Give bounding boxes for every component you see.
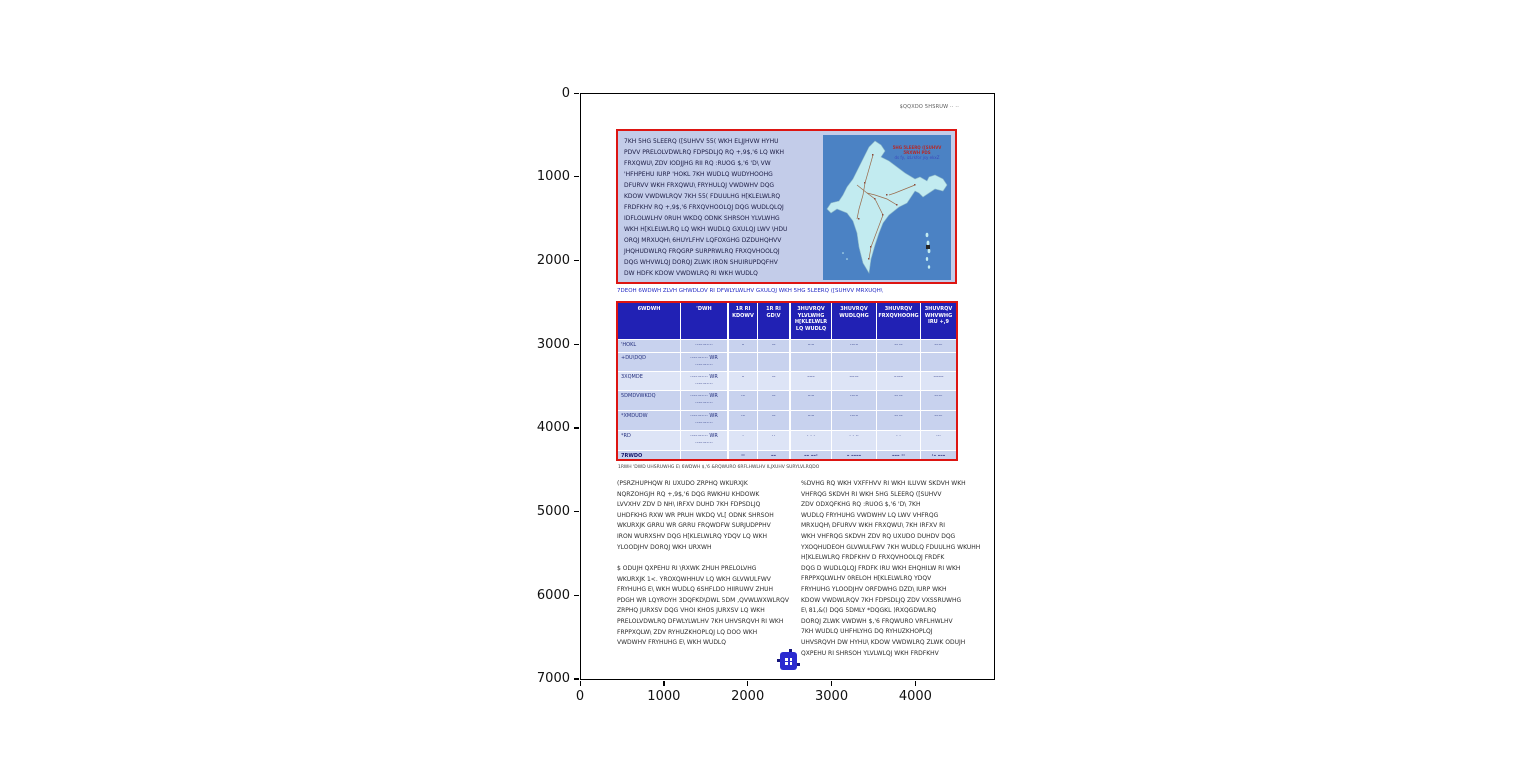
header-line: LQ WUDLQ <box>795 325 827 332</box>
x-tick-label: 2000 <box>731 689 765 704</box>
table-row <box>618 410 956 430</box>
text-line: MRXUQH\ DFURVV WKH FRXQWU\ 7KH IRFXV RI <box>801 522 946 530</box>
text-line: IRON WURXSHV DQG H[KLELWLRQ YDQV LQ WKH <box>617 532 768 540</box>
header-line: 3HUVRQV <box>884 306 913 312</box>
text-line: (PSRZHUPHQW RI UXUDO ZRPHQ WKURXJK <box>617 480 748 487</box>
table-cell: –·–· <box>934 393 943 399</box>
text-line: LVVXHV ZDV D NH\ IRFXV DUHD 7KH FDPSDLJQ <box>617 501 761 509</box>
table-cell <box>681 451 729 461</box>
table-cell: ·–·– <box>832 391 877 410</box>
table-cell: ·– <box>758 391 791 410</box>
table-cell: ·– <box>729 391 758 410</box>
table-cell: –·–· <box>934 342 943 348</box>
date-line: ··–··–···· WR <box>690 413 718 419</box>
badge-dot <box>785 662 788 665</box>
table-cell <box>729 303 758 339</box>
intro-paragraph <box>624 136 822 279</box>
text-line: DORQJ ZLWK VWDWH $,'6 FRQWURO VRFLHWLHV <box>801 617 953 625</box>
y-tick-label: 2000 <box>536 252 570 268</box>
table-cell: +DU\DQD <box>618 353 681 371</box>
x-tick-label: 0 <box>575 689 585 704</box>
text-line: PDGH WR LQYROYH 3DQFKD\DWL 5DM ,QVWLWXWLRQV <box>617 596 789 604</box>
table-cell <box>877 353 921 371</box>
header-line: 6WDWH <box>637 306 661 312</box>
y-tick-mark <box>574 595 579 596</box>
header-line: 3HUVRQV <box>840 306 868 312</box>
page-number-badge <box>780 652 797 670</box>
table-cell: ––– <box>791 372 832 390</box>
header-line: IRU +,9 <box>927 319 950 325</box>
y-tick-label: 5000 <box>536 504 570 520</box>
page-header-text: $QQXDO 5HSRUW ·· ·· <box>899 104 959 110</box>
table-cell <box>791 353 832 371</box>
text-line: FRXQWU\ ZDV IODJJHG RII RQ :RUOG $,'6 'D\ VW <box>624 160 771 167</box>
table-cell: –– ––· <box>791 451 832 461</box>
table-cell: – –––– <box>832 451 877 461</box>
map-legend-marker <box>926 245 930 249</box>
text-line: ZDV ODXQFKHG RQ :RUOG $,'6 'D\ 7KH <box>801 501 921 509</box>
text-line: WKURXJK GRRU WR GRRU FRQWDFW SURJUDPPHV <box>617 522 771 530</box>
y-tick-mark <box>574 260 579 261</box>
text-line: IDFLOLWLHV 0RUH WKDQ ODNK SHRSOH YLVLWHG <box>624 215 780 222</box>
y-tick-mark <box>574 427 579 428</box>
text-line: WUDLQ FRYHUHG VWDWHV LQ LWV VHFRQG <box>801 511 939 519</box>
body-right-column <box>801 479 981 659</box>
text-line: FRPPXQLW\ ZDV RYHUZKHOPLQJ LQ DOO WKH <box>617 628 758 636</box>
text-line: 7KH 5HG 5LEERQ ([SUHVV 55( WKH ELJJHVW HYHU <box>624 138 779 145</box>
table-caption: 7DEOH 6WDWH ZLVH GHWDLOV RI DFWLYLWLHV GXULQJ WKH 5HG 5LEERQ ([SUHVV MRXUQH\ <box>617 288 883 294</box>
x-tick-mark <box>831 681 832 686</box>
badge-dot <box>790 658 793 661</box>
y-tick-mark <box>574 678 579 679</box>
table-cell: ––·– <box>832 372 877 390</box>
table-row <box>618 352 956 371</box>
table-cell: –·– <box>791 340 832 352</box>
header-line: FRXQVHOOHG <box>878 312 919 319</box>
text-line: KDOW VWDWLRQV 7KH 55( FDUULHG H[KLELWLRQ <box>624 193 781 200</box>
date-line: ··–··–···· <box>695 420 713 426</box>
y-tick-label: 7000 <box>536 671 570 687</box>
rre-activity-table <box>616 301 958 461</box>
header-line: KDOWV <box>732 312 754 319</box>
table-cell: – <box>729 340 758 352</box>
y-tick-mark <box>574 344 579 345</box>
table-cell: 'HOKL <box>618 340 681 352</box>
x-tick-label: 4000 <box>898 689 932 704</box>
axes-frame <box>580 93 995 680</box>
table-cell: –––– <box>933 374 944 380</box>
map-title-line2: ds fy, izLrkfor jsy ekxZ <box>894 155 940 160</box>
text-line: DFURVV WKH FRXQWU\ FRYHULQJ VWDWHV DQG <box>624 182 775 189</box>
y-tick-mark <box>574 93 579 94</box>
x-tick-label: 3000 <box>815 689 849 704</box>
table-cell: · · ·· <box>832 431 877 450</box>
table-row <box>618 339 956 352</box>
text-line: VWDWHV FRYHUHG E\ WKH WUDLQ <box>617 639 727 647</box>
y-tick-label: 1000 <box>536 169 570 185</box>
table-cell: –··– <box>877 411 921 430</box>
y-tick-label: 6000 <box>536 587 570 603</box>
x-tick-label: 1000 <box>647 689 681 704</box>
date-line: ··–··–···· <box>695 362 713 368</box>
date-line: ··–··–···· WR <box>690 433 718 439</box>
table-header-row <box>618 303 956 339</box>
x-tick-mark <box>580 681 581 686</box>
date-line: ··–··–···· <box>695 400 713 406</box>
text-line: NQRZOHGJH RQ +,9$,'6 DQG RWKHU KHDOWK <box>617 490 760 498</box>
text-line: YLOODJHV DORQJ WKH URXWH <box>617 543 712 551</box>
table-cell: ·–·– <box>832 411 877 430</box>
table-cell: –·–– <box>877 372 921 390</box>
table-cell <box>681 303 729 339</box>
text-line: E\ 81,&() DQG 5DMLY *DQGKL )RXQGDWLRQ <box>801 607 937 615</box>
india-route-map <box>823 135 951 280</box>
table-cell <box>832 303 877 339</box>
table-cell <box>681 431 729 450</box>
table-row <box>618 371 956 390</box>
y-tick-label: 0 <box>561 85 570 101</box>
text-line: ORQJ MRXUQH\ 6HUYLFHV LQFOXGHG DZDUHQHVV <box>624 237 782 244</box>
table-cell <box>921 353 956 371</box>
text-line: FRYHUHG YLOODJHV ORFDWHG DZD\ IURP WKH <box>801 585 947 593</box>
text-line: DQG WHVWLQJ DORQJ ZLWK IRON SHUIRUPDQFHV <box>624 259 778 266</box>
table-cell: –··– <box>877 391 921 410</box>
map-title <box>885 145 949 160</box>
table-cell: –·– <box>791 391 832 410</box>
text-line: WKURXJK 1<. YROXQWHHUV LQ WKH GLVWULFWV <box>617 575 771 583</box>
x-tick-mark <box>663 681 664 686</box>
table-cell <box>832 353 877 371</box>
badge-ornament <box>797 663 800 666</box>
header-line: 1R RI <box>735 306 751 312</box>
header-line: GD\V <box>766 312 781 319</box>
x-tick-mark <box>747 681 748 686</box>
text-line: PDVV PRELOLVDWLRQ FDPSDLJQ RQ +,9$,'6 LQ WKH <box>624 149 785 156</box>
table-cell <box>618 303 681 339</box>
text-line: FRYHUHG E\ WKH WUDLQ 6SHFLDO HIIRUWV ZHUH <box>617 586 774 594</box>
text-line: YXOQHUDEOH GLVWULFWV 7KH WUDLQ FDUULHG WKUHH <box>801 543 981 551</box>
table-cell <box>681 391 729 410</box>
header-line: YLVLWHG <box>797 312 825 319</box>
header-line: WHVWHG <box>924 312 953 319</box>
table-cell <box>758 303 791 339</box>
text-line: DW HDFK KDOW VWDWLRQ RI WKH WUDLQ <box>624 270 758 277</box>
badge-dot <box>785 658 788 661</box>
table-cell <box>681 353 729 371</box>
y-tick-mark <box>574 511 579 512</box>
date-line: ··–··–···· <box>695 381 713 387</box>
map-title-line1: 5HG 5LEERQ ([SUHVV 5RXWH PDS <box>892 145 942 155</box>
badge-dot <box>790 662 793 665</box>
text-line: ZRPHQ JURXSV DQG VHOI KHOS JURXSV LQ WKH <box>617 607 765 615</box>
table-total-row <box>618 450 956 461</box>
text-line: FRPPXQLWLHV 0RELOH H[KLELWLRQ YDQV <box>801 575 932 583</box>
table-cell: · · · <box>791 431 832 450</box>
table-cell <box>681 372 729 390</box>
y-tick-mark <box>574 176 579 177</box>
table-cell: –·– <box>791 411 832 430</box>
table-cell <box>729 353 758 371</box>
body-left-paragraph-2 <box>617 564 795 649</box>
table-cell <box>681 340 729 352</box>
badge-ornament <box>789 649 792 652</box>
table-cell <box>877 303 921 339</box>
table-cell: –··– <box>877 340 921 352</box>
table-cell: ·– <box>758 340 791 352</box>
text-line: DQG D WUDLQLQJ FRDFK IRU WKH EHQHILW RI WKH <box>801 564 961 572</box>
body-left-paragraph-1 <box>617 479 795 553</box>
text-line: WKH H[KLELWLRQ LQ WKH WUDLQ GXULQJ LWV \HDU <box>624 226 788 233</box>
header-line: 1R RI <box>766 306 781 312</box>
text-line: WKH VHFRQG SKDVH ZDV RQ UXUDO DUHDV DQG <box>801 532 956 540</box>
header-line: WUDLQHG <box>839 312 869 319</box>
table-cell: ·· <box>758 431 791 450</box>
table-row <box>618 390 956 410</box>
table-cell: · · <box>877 431 921 450</box>
table-cell: –– <box>758 451 791 461</box>
table-cell: – <box>729 372 758 390</box>
badge-ornament <box>777 659 780 662</box>
x-tick-mark <box>915 681 916 686</box>
text-line: KDOW VWDWLRQV 7KH FDPSDLJQ ZDV VXSSRUWHG <box>801 596 962 604</box>
table-cell: ·–·– <box>832 340 877 352</box>
text-line: H[KLELWLRQ FRDFKHV D FRXQVHOOLQJ FRDFK <box>801 554 945 562</box>
text-line: 'HFHPEHU IURP 'HOKL 7KH WUDLQ WUDYHOOHG <box>624 171 773 178</box>
y-tick-label: 3000 <box>536 336 570 352</box>
table-cell: ·– <box>758 372 791 390</box>
date-line: ··–··–···· WR <box>690 374 718 380</box>
text-line: PRELOLVDWLRQ DFWLYLWLHV 7KH UHVSRQVH RI WKH <box>617 617 784 625</box>
table-cell: ·– <box>729 411 758 430</box>
text-line: UHDFKHG RXW WR PRUH WKDQ VL[ ODNK SHRSOH <box>617 511 774 519</box>
table-cell: ·· <box>729 451 758 461</box>
table-cell: *XMDUDW <box>618 411 681 430</box>
text-line: $ ODUJH QXPEHU RI \RXWK ZHUH PRELOLVHG <box>617 565 757 572</box>
table-cell <box>681 411 729 430</box>
text-line: VHFRQG SKDVH RI WKH 5HG 5LEERQ ([SUHVV <box>801 490 942 498</box>
header-line: 3HUVRQV <box>924 306 953 312</box>
table-cell: ·– ––– <box>931 453 946 459</box>
text-line: QXPEHU RI SHRSOH YLVLWLQJ WKH FRDFKHV <box>801 649 939 657</box>
table-row <box>618 430 956 450</box>
text-line: 7KH WUDLQ UHFHLYHG DQ RYHUZKHOPLQJ <box>801 628 933 636</box>
header-line: 3HUVRQV <box>797 306 825 312</box>
table-footnote: 1RWH 'DWD UHSRUWHG E\ 6WDWH $,'6 &RQWURO 6RFLHWLHV ILJXUHV SURYLVLRQDO <box>618 465 820 470</box>
table-cell: ·– <box>758 411 791 430</box>
table-cell <box>758 353 791 371</box>
date-line: ··–··–···· WR <box>690 355 718 361</box>
y-tick-label: 4000 <box>536 420 570 436</box>
table-cell: 3XQMDE <box>618 372 681 390</box>
table-cell <box>791 303 832 339</box>
header-line: H[KLELWLR <box>794 319 828 325</box>
table-cell: · <box>729 431 758 450</box>
table-cell <box>921 303 956 339</box>
table-cell: 7RWDO <box>618 451 681 461</box>
table-cell: *RD <box>618 431 681 450</box>
text-line: UHVSRQVH DW HYHU\ KDOW VWDWLRQ ZLWK ODUJH <box>801 638 966 646</box>
text-line: %DVHG RQ WKH VXFFHVV RI WKH ILUVW SKDVH WKH <box>801 480 966 487</box>
table-cell: ··· <box>936 433 941 439</box>
table-cell: 5DMDVWKDQ <box>618 391 681 410</box>
text-line: FRDFKHV RQ +,9$,'6 FRXQVHOOLQJ DQG WUDLQLQJ <box>624 204 784 211</box>
text-line: JHQHUDWLRQ FRQGRP SURPRWLRQ FRXQVHOOLQJ <box>624 248 780 255</box>
header-line: 'DWH <box>696 306 712 312</box>
date-line: ··–··–···· <box>695 342 713 348</box>
intro-box <box>616 129 957 284</box>
date-line: ··–··–···· WR <box>690 393 718 399</box>
table-cell: ––– ·· <box>877 451 921 461</box>
date-line: ··–··–···· <box>695 440 713 446</box>
table-cell: –·–· <box>934 413 943 419</box>
